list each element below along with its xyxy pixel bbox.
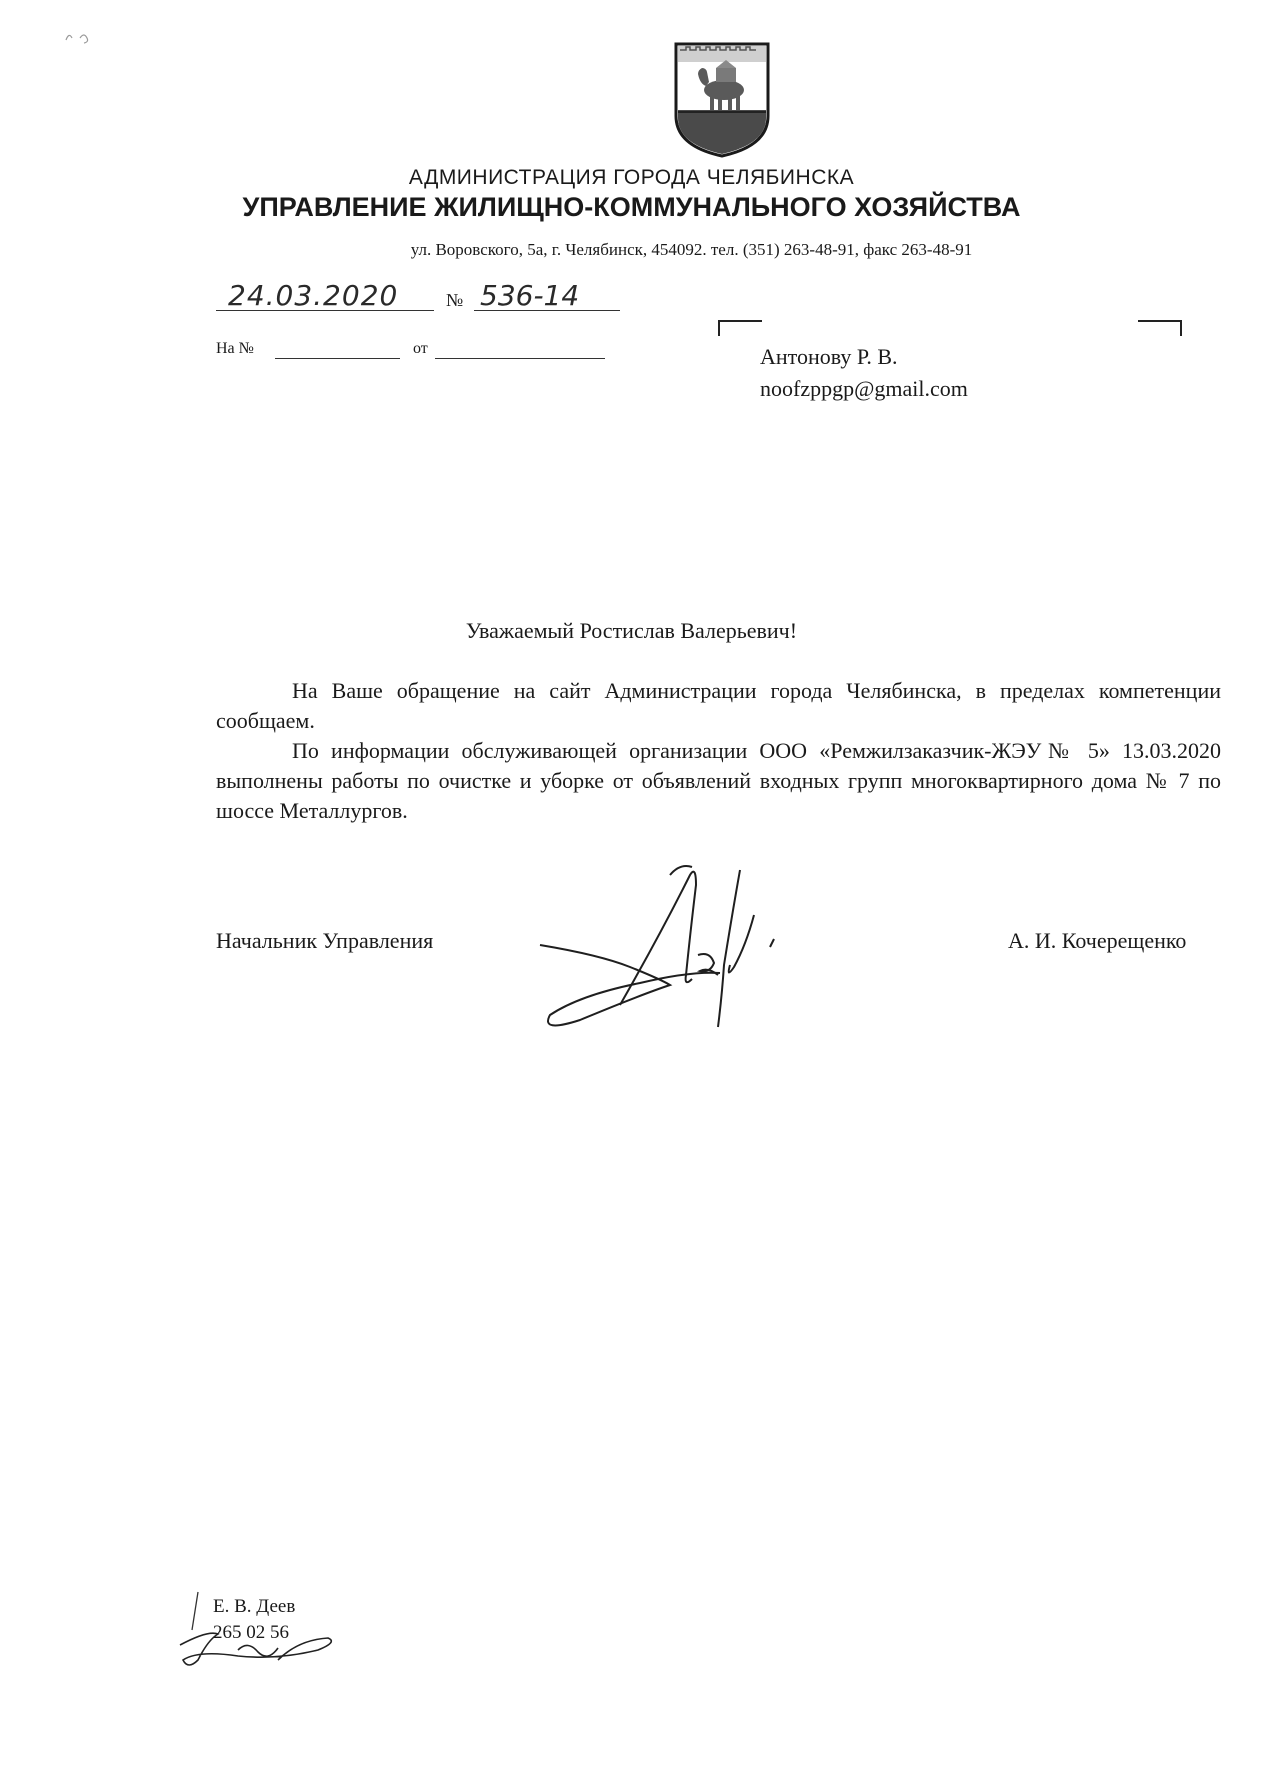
greeting: Уважаемый Ростислав Валерьевич! [465,618,798,643]
body-paragraph-1: На Ваше обращение на сайт Администрации города Челябинска, в пределах компетенции сообщаем. [216,678,1221,733]
initials-mark-icon [178,1590,343,1675]
reference-date-blank [435,358,605,359]
org-name: АДМИНИСТРАЦИЯ ГОРОДА ЧЕЛЯБИНСКА [408,166,855,189]
executor-name: Е. В. Деев [213,1596,296,1617]
recipient-name: Антонову Р. В. [760,344,898,369]
reference-number-label: На № [216,340,254,357]
address-bracket-right [1138,320,1182,336]
reference-number-blank [275,358,400,359]
org-address: ул. Воровского, 5а, г. Челябинск, 454092. тел. (351) 263-48-91, факс 263-48-91 [410,240,973,259]
body-paragraph-2: По информации обслуживающей организации ООО «Ремжилзаказчик-ЖЭУ№ 5» 13.03.2020 выполнены работы по очистке и уборке от объявлений входных групп многоквартирного дома № 7 по шоссе Металлургов. [216,738,1221,823]
signature-icon [520,855,840,1035]
signer-title: Начальник Управления [216,928,434,953]
signer-name: А. И. Кочерещенко [1008,928,1187,953]
reference-date-label: от [413,340,428,357]
corner-mark-icon [62,28,114,46]
outgoing-number: 536-14 [480,279,580,312]
outgoing-number-label: № [446,290,464,310]
recipient-email: noofzppgp@gmail.com [760,376,968,401]
address-bracket-left [718,320,762,336]
outgoing-number-underline [474,310,620,311]
executor-phone: 265 02 56 [213,1622,289,1643]
department-name: УПРАВЛЕНИЕ ЖИЛИЩНО-КОММУНАЛЬНОГО ХОЗЯЙСТВА [242,192,1021,222]
crest-icon [672,38,772,158]
outgoing-date: 24.03.2020 [228,279,399,312]
outgoing-date-underline [216,310,434,311]
